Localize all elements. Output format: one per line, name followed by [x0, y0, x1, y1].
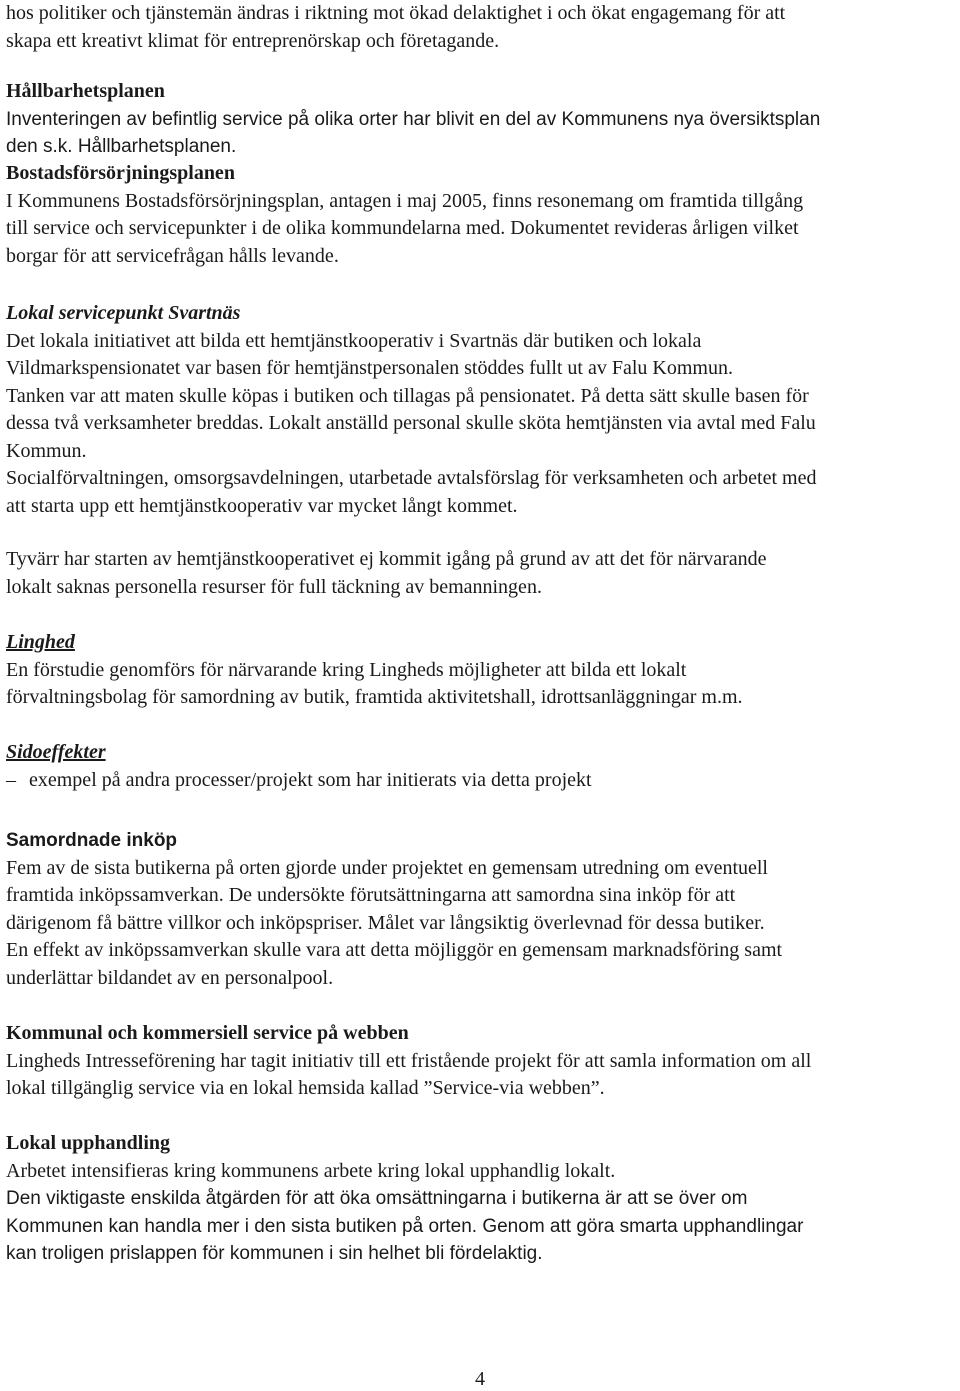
section-sidoeffekter	[6, 739, 951, 794]
section-heading: Sidoeffekter	[6, 741, 106, 763]
page-number: 4	[475, 1368, 485, 1390]
section-heading: Kommunal och kommersiell service på webben	[6, 1022, 409, 1044]
section-heading: Lokal servicepunkt Svartnäs	[6, 302, 241, 324]
paragraph-line: Inventeringen av befintlig service på olika orter har blivit en del av Kommunens nya översiktsplan	[6, 108, 821, 130]
section-hallbarhetsplanen	[6, 78, 951, 161]
paragraph-line: den s.k. Hållbarhetsplanen.	[6, 136, 237, 157]
section-samordnade-inkop	[6, 827, 951, 992]
paragraph-line: framtida inköpssamverkan. De undersökte förutsättningarna att samordna sina inköp för att	[6, 884, 736, 906]
intro-paragraph	[6, 0, 951, 55]
section-heading: Linghed	[6, 631, 75, 653]
paragraph-line: dessa två verksamheter breddas. Lokalt anställd personal skulle sköta hemtjänsten via avtal med Falu	[6, 412, 816, 434]
paragraph-line: Socialförvaltningen, omsorgsavdelningen, utarbetade avtalsförslag för verksamheten och arbetet med	[6, 467, 817, 489]
paragraph-line: Lingheds Intresseförening har tagit initiativ till ett fristående projekt för att samla information om all	[6, 1049, 812, 1072]
paragraph-line: lokal tillgänglig service via en lokal hemsida kallad ”Service-via webben”.	[6, 1077, 605, 1099]
section-heading: Lokal upphandling	[6, 1132, 170, 1154]
section-service-webben	[6, 1020, 951, 1103]
section-bostadsforsorjningsplanen	[6, 160, 951, 270]
paragraph-line: En effekt av inköpssamverkan skulle vara att detta möjliggör en gemensam marknadsföring samt	[6, 939, 783, 961]
paragraph-line: Vildmarkspensionatet var basen för hemtjänstpersonalen stöddes fullt ut av Falu Kommun.	[6, 357, 733, 379]
intro-line: hos politiker och tjänstemän ändras i riktning mot ökad delaktighet i och ökat engagemang för att	[6, 2, 786, 24]
paragraph-line: I Kommunens Bostadsförsörjningsplan, antagen i maj 2005, finns resonemang om framtida tillgång	[6, 189, 804, 212]
paragraph-line: Kommun.	[6, 439, 87, 462]
paragraph-line: förvaltningsbolag för samordning av butik, framtida aktivitetshall, idrottsanläggningar m.m.	[6, 686, 743, 708]
sidoeffekter-text: exempel på andra processer/projekt som har initierats via detta projekt	[29, 768, 592, 791]
paragraph-line: Fem av de sista butikerna på orten gjorde under projektet en gemensam utredning om eventuell	[6, 856, 768, 879]
section-heading: Hållbarhetsplanen	[6, 80, 165, 102]
paragraph-line: Det lokala initiativet att bilda ett hemtjänstkooperativ i Svartnäs där butiken och lokala	[6, 329, 702, 352]
paragraph-line: Kommunen kan handla mer i den sista butiken på orten. Genom att göra smarta upphandlingar	[6, 1215, 804, 1237]
section-linghed	[6, 629, 951, 712]
paragraph-line: till service och servicepunkter i de olika kommundelarna med. Dokumentet revideras årligen vilket	[6, 217, 799, 239]
section-svartnas	[6, 300, 951, 520]
section-heading: Samordnade inköp	[6, 830, 178, 851]
section-lokal-upphandling	[6, 1130, 951, 1268]
section-heading: Bostadsförsörjningsplanen	[6, 162, 235, 184]
paragraph-line: En förstudie genomförs för närvarande kring Lingheds möjligheter att bilda ett lokalt	[6, 658, 687, 681]
paragraph-line: att starta upp ett hemtjänstkooperativ var mycket långt kommet.	[6, 494, 518, 517]
paragraph-line: Tyvärr har starten av hemtjänstkooperativet ej kommit igång på grund av att det för närvarande	[6, 548, 767, 570]
dash-glyph: –	[6, 768, 16, 791]
paragraph-line: borgar för att servicefrågan hålls levande.	[6, 244, 339, 267]
intro-line: skapa ett kreativt klimat för entreprenörskap och företagande.	[6, 29, 500, 52]
paragraph-line	[6, 767, 951, 795]
paragraph-line: därigenom få bättre villkor och inköpspriser. Målet var långsiktig överlevnad för dessa butiker.	[6, 911, 765, 934]
svartnas-followup-paragraph	[6, 546, 951, 601]
paragraph-line: Tanken var att maten skulle köpas i butiken och tillagas på pensionatet. På detta sätt skulle basen för	[6, 384, 809, 407]
paragraph-line: Den viktigaste enskilda åtgärden för att öka omsättningarna i butikerna är att se över om	[6, 1188, 748, 1209]
paragraph-line: Arbetet intensifieras kring kommunens arbete kring lokal upphandlig lokalt.	[6, 1159, 616, 1182]
paragraph-line: kan troligen prislappen för kommunen i sin helhet bli fördelaktig.	[6, 1243, 543, 1264]
paragraph-line: lokalt saknas personella resurser för full täckning av bemanningen.	[6, 575, 542, 598]
paragraph-line: underlättar bildandet av en personalpool.	[6, 966, 334, 989]
